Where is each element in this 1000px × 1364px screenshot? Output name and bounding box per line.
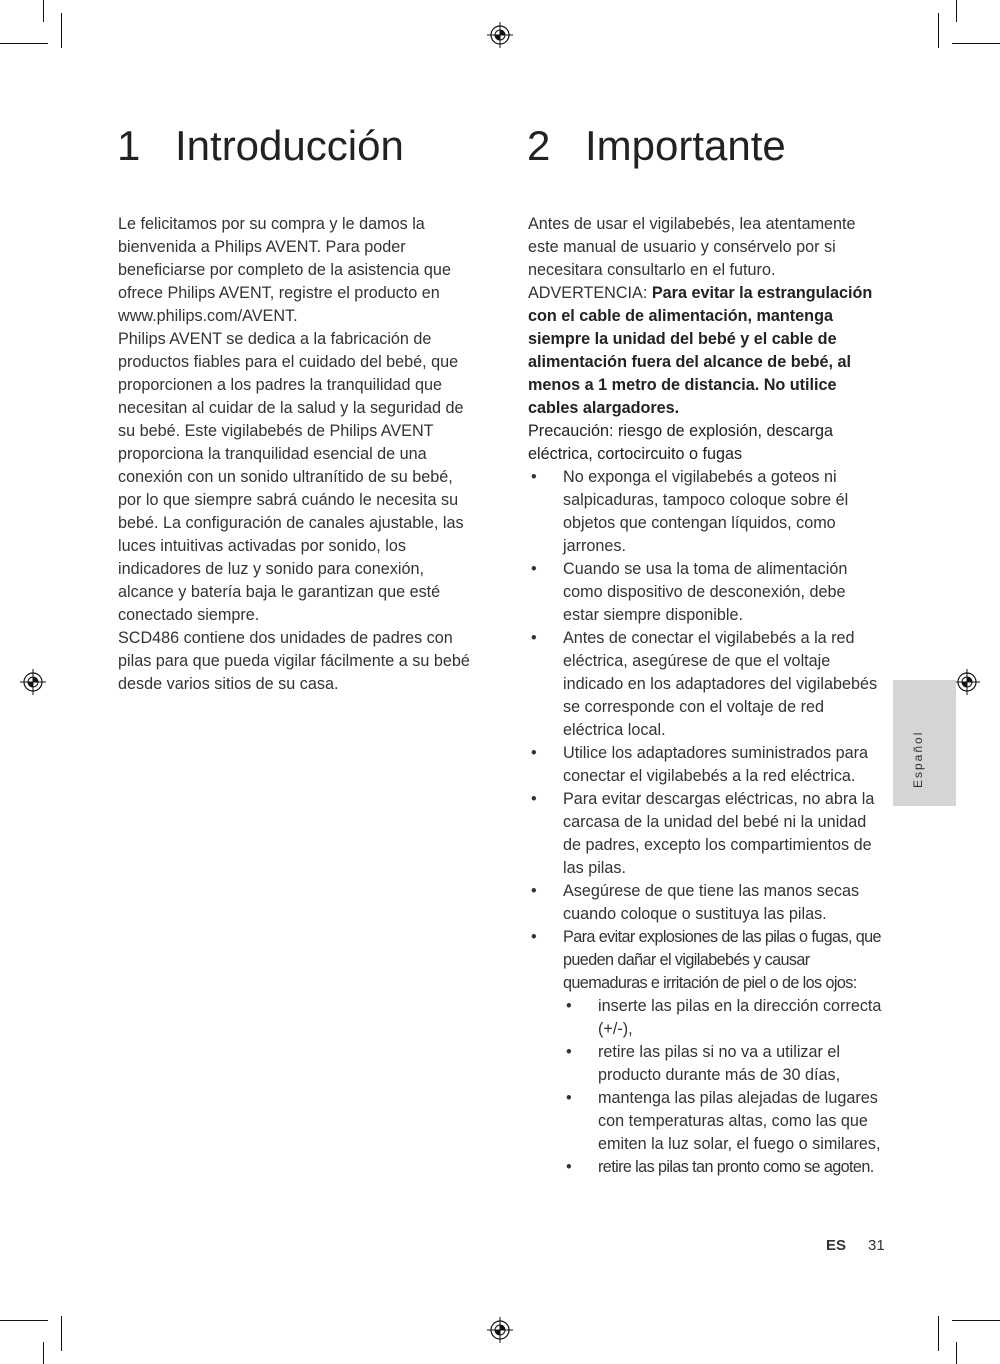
- crop-mark: [938, 13, 939, 48]
- list-item-text: Para evitar descargas eléctricas, no abra la carcasa de la unidad del bebé ni la unidad de padres, excepto los compartimientos de las pilas.: [563, 790, 875, 877]
- registration-crosshair-icon: [487, 1317, 513, 1343]
- important-column: [528, 213, 884, 1179]
- page-footer: [826, 1237, 885, 1254]
- crop-mark: [952, 1320, 1000, 1321]
- crop-mark: [0, 1320, 48, 1321]
- sub-list-item-text: retire las pilas tan pronto como se agoten.: [598, 1158, 874, 1176]
- warning-block: [528, 282, 884, 420]
- warning-label: ADVERTENCIA:: [528, 284, 648, 302]
- safety-list: [528, 466, 884, 1179]
- list-item: [528, 742, 884, 788]
- sub-list-item: [563, 1156, 884, 1179]
- bullet-icon: •: [566, 1158, 572, 1176]
- crop-mark: [956, 1342, 957, 1364]
- list-item-text: Antes de conectar el vigilabebés a la red eléctrica, asegúrese de que el voltaje indicado en los adaptadores del vigilabebés se corresponde con el voltaje de red eléctrica local.: [563, 629, 878, 739]
- crop-mark: [956, 0, 957, 22]
- page-number: 31: [868, 1237, 885, 1254]
- crop-mark: [61, 13, 62, 48]
- caution-text: Precaución: riesgo de explosión, descarga eléctrica, cortocircuito o fugas: [528, 422, 834, 463]
- registration-crosshair-icon: [487, 22, 513, 48]
- section-title: Importante: [585, 122, 786, 169]
- bullet-icon: •: [566, 1089, 572, 1107]
- registration-crosshair-icon: [20, 669, 46, 695]
- section-title: Introducción: [175, 122, 404, 169]
- list-item-text: Asegúrese de que tiene las manos secas cuando coloque o sustituya las pilas.: [563, 882, 860, 923]
- sub-list-item: [563, 1087, 884, 1156]
- list-item: [528, 466, 884, 558]
- crop-mark: [952, 43, 1000, 44]
- bullet-icon: •: [531, 744, 537, 762]
- list-item-text: No exponga el vigilabebés a goteos ni salpicaduras, tampoco coloque sobre él objetos que contengan líquidos, como jarrones.: [563, 468, 849, 555]
- list-item: [528, 788, 884, 880]
- list-item: [528, 558, 884, 627]
- sub-list-item-text: retire las pilas si no va a utilizar el producto durante más de 30 días,: [598, 1043, 841, 1084]
- list-item: [528, 627, 884, 742]
- crop-mark: [43, 1342, 44, 1364]
- bullet-icon: •: [531, 790, 537, 808]
- list-item-text: Para evitar explosiones de las pilas o fugas, que pueden dañar el vigilabebés y causar quemaduras e irritación de piel o de los ojos:: [563, 928, 881, 992]
- section-heading-introduccion: [117, 120, 404, 172]
- language-side-tab: [893, 680, 956, 806]
- crop-mark: [938, 1316, 939, 1351]
- paragraph: Le felicitamos por su compra y le damos la bienvenida a Philips AVENT. Para poder beneficiarse por completo de la asistencia que ofrece Philips AVENT, registre el producto en www.philips.com/AVENT.: [118, 215, 451, 325]
- warning-text: Para evitar la estrangulación con el cable de alimentación, mantenga siempre la unidad del bebé y el cable de alimentación fuera del alcance de bebé, al menos a 1 metro de distancia. No utilice cables alargadores.: [528, 284, 873, 417]
- list-item-text: Cuando se usa la toma de alimentación como dispositivo de desconexión, debe estar siempre disponible.: [563, 560, 848, 624]
- crop-mark: [61, 1316, 62, 1351]
- paragraph: SCD486 contiene dos unidades de padres con pilas para que pueda vigilar fácilmente a su bebé desde varios sitios de su casa.: [118, 629, 470, 693]
- crop-mark: [43, 0, 44, 22]
- battery-sub-list: [563, 995, 884, 1179]
- section-number: 2: [527, 122, 551, 169]
- paragraph: Philips AVENT se dedica a la fabricación de productos fiables para el cuidado del bebé, que proporcionen a los padres la tranquilidad que necesitan al cuidar de la salud y la seguridad de su bebé. Este vigilabebés de Philips AVENT proporciona la tranquilidad esencial de una conexión con un sonido ultranítido de su bebé, por lo que siempre sabrá cuándo le necesita su bebé. La configuración de canales ajustable, las luces intuitivas activadas por sonido, los indicadores de luz y sonido para conexión, alcance y batería baja le garantizan que esté conectado siempre.: [118, 330, 464, 624]
- sub-list-item: [563, 995, 884, 1041]
- section-number: 1: [117, 122, 141, 169]
- sub-list-item-text: inserte las pilas en la dirección correcta (+/-),: [598, 997, 882, 1038]
- sub-list-item-text: mantenga las pilas alejadas de lugares con temperaturas altas, como las que emiten la luz solar, el fuego o similares,: [598, 1089, 881, 1153]
- bullet-icon: •: [531, 629, 537, 647]
- language-tab-label: Español: [911, 730, 925, 788]
- sub-list-item: [563, 1041, 884, 1087]
- bullet-icon: •: [531, 468, 537, 486]
- bullet-icon: •: [566, 1043, 572, 1061]
- bullet-icon: •: [531, 882, 537, 900]
- intro-paragraph: Antes de usar el vigilabebés, lea atentamente este manual de usuario y consérvelo por si necesitara consultarlo en el futuro.: [528, 215, 856, 279]
- bullet-icon: •: [566, 997, 572, 1015]
- crop-mark: [0, 43, 48, 44]
- list-item: [528, 926, 884, 1179]
- introduction-column: [118, 213, 474, 696]
- bullet-icon: •: [531, 928, 537, 946]
- bullet-icon: •: [531, 560, 537, 578]
- language-code: ES: [826, 1237, 847, 1254]
- section-heading-importante: [527, 120, 786, 172]
- list-item-text: Utilice los adaptadores suministrados para conectar el vigilabebés a la red eléctrica.: [563, 744, 869, 785]
- registration-crosshair-icon: [954, 669, 980, 695]
- list-item: [528, 880, 884, 926]
